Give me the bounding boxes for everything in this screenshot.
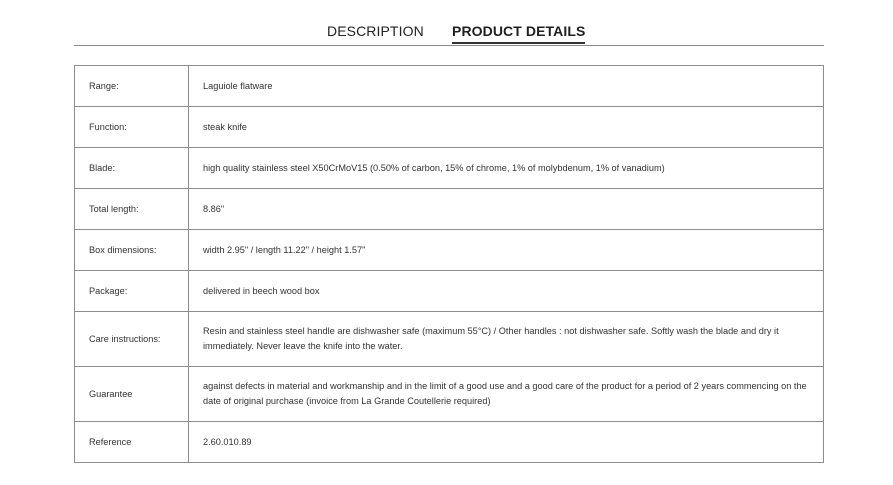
product-details-table [74,65,824,463]
table-row [75,107,824,148]
table-row [75,66,824,107]
detail-value: delivered in beech wood box [189,271,824,312]
detail-label: Blade: [75,148,189,189]
detail-label: Total length: [75,189,189,230]
detail-value: 2.60.010.89 [189,422,824,463]
detail-label: Reference [75,422,189,463]
detail-label: Guarantee [75,367,189,422]
tab-bar [74,0,824,46]
detail-label: Function: [75,107,189,148]
detail-value: high quality stainless steel X50CrMoV15 (0.50% of carbon, 15% of chrome, 1% of molybdenum, 1% of vanadium) [189,148,824,189]
table-row [75,148,824,189]
detail-value: width 2.95" / length 11.22" / height 1.57" [189,230,824,271]
table-row [75,367,824,422]
tab-description[interactable]: DESCRIPTION [327,23,424,39]
table-row [75,312,824,367]
detail-value: steak knife [189,107,824,148]
detail-label: Care instructions: [75,312,189,367]
detail-value: against defects in material and workmanship and in the limit of a good use and a good care of the product for a period of 2 years commencing on the date of original purchase (invoice from La Grande Coutellerie required) [189,367,824,422]
detail-label: Range: [75,66,189,107]
detail-label: Box dimensions: [75,230,189,271]
table-row [75,189,824,230]
detail-value: 8.86" [189,189,824,230]
tab-product-details[interactable]: PRODUCT DETAILS [452,23,585,44]
table-row [75,422,824,463]
detail-value: Laguiole flatware [189,66,824,107]
detail-value: Resin and stainless steel handle are dishwasher safe (maximum 55°C) / Other handles : not dishwasher safe. Softly wash the blade and dry it immediately. Never leave the knife into the water. [189,312,824,367]
table-row [75,271,824,312]
detail-label: Package: [75,271,189,312]
table-row [75,230,824,271]
